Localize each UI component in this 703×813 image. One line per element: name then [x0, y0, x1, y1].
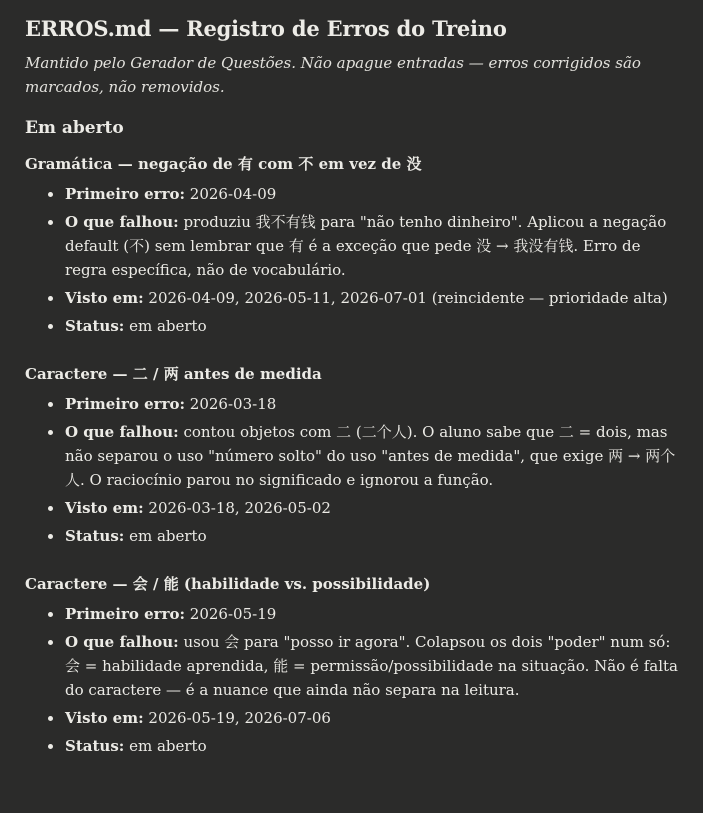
item-key: Primeiro erro:	[65, 605, 186, 623]
entry-details-list	[25, 602, 678, 758]
list-item	[64, 602, 678, 626]
entry-heading: Caractere — 会 / 能 (habilidade vs. possibilidade)	[25, 575, 431, 593]
item-key: Status:	[65, 737, 125, 755]
list-item	[64, 286, 678, 310]
item-value: usou 会 para "posso ir agora". Colapsou os dois "poder" num só: 会 = habilidade aprendida, 能 = permissão/possibilidade na situação. Não é falta do caractere — é a nuance que ainda não separa na leitura.	[65, 633, 678, 699]
list-item	[64, 524, 678, 548]
section-heading: Em aberto	[25, 118, 124, 138]
list-item	[64, 182, 678, 206]
item-key: O que falhou:	[65, 213, 179, 231]
list-item	[64, 734, 678, 758]
error-entry	[25, 152, 678, 338]
item-value: produziu 我不有钱 para "não tenho dinheiro". Aplicou a negação default (不) sem lembrar que 有 é a exceção que pede 没 → 我没有钱. Erro de regra específica, não de vocabulário.	[65, 213, 667, 279]
document-subtitle: Mantido pelo Gerador de Questões. Não apague entradas — erros corrigidos são marcados, não removidos.	[25, 54, 641, 96]
list-item	[64, 314, 678, 338]
item-value: contou objetos com 二 (二个人). O aluno sabe que 二 = dois, mas não separou o uso "número solto" do uso "antes de medida", que exige 两 → 两个人. O raciocínio parou no significado e ignorou a função.	[65, 423, 676, 489]
list-item	[64, 496, 678, 520]
entry-details-list	[25, 392, 678, 548]
item-key: Status:	[65, 527, 125, 545]
item-key: Visto em:	[65, 709, 144, 727]
list-item	[64, 630, 678, 702]
item-value: 2026-03-18, 2026-05-02	[148, 499, 331, 517]
entry-heading: Gramática — negação de 有 com 不 em vez de 没	[25, 155, 422, 173]
item-key: Visto em:	[65, 499, 144, 517]
item-key: O que falhou:	[65, 423, 179, 441]
list-item	[64, 392, 678, 416]
item-value: 2026-05-19, 2026-07-06	[148, 709, 331, 727]
item-value: 2026-05-19	[189, 605, 277, 623]
document-title: ERROS.md — Registro de Erros do Treino	[25, 16, 507, 41]
item-value: em aberto	[129, 737, 207, 755]
item-value: 2026-03-18	[189, 395, 277, 413]
item-value: 2026-04-09	[189, 185, 277, 203]
item-key: Primeiro erro:	[65, 395, 186, 413]
item-value: em aberto	[129, 527, 207, 545]
entry-details-list	[25, 182, 678, 338]
list-item	[64, 210, 678, 282]
item-value: 2026-04-09, 2026-05-11, 2026-07-01 (reincidente — prioridade alta)	[148, 289, 668, 307]
item-key: Status:	[65, 317, 125, 335]
item-key: O que falhou:	[65, 633, 179, 651]
item-key: Visto em:	[65, 289, 144, 307]
item-value: em aberto	[129, 317, 207, 335]
item-key: Primeiro erro:	[65, 185, 186, 203]
list-item	[64, 706, 678, 730]
list-item	[64, 420, 678, 492]
error-entry	[25, 362, 678, 548]
entry-heading: Caractere — 二 / 两 antes de medida	[25, 365, 322, 383]
error-entry	[25, 572, 678, 758]
